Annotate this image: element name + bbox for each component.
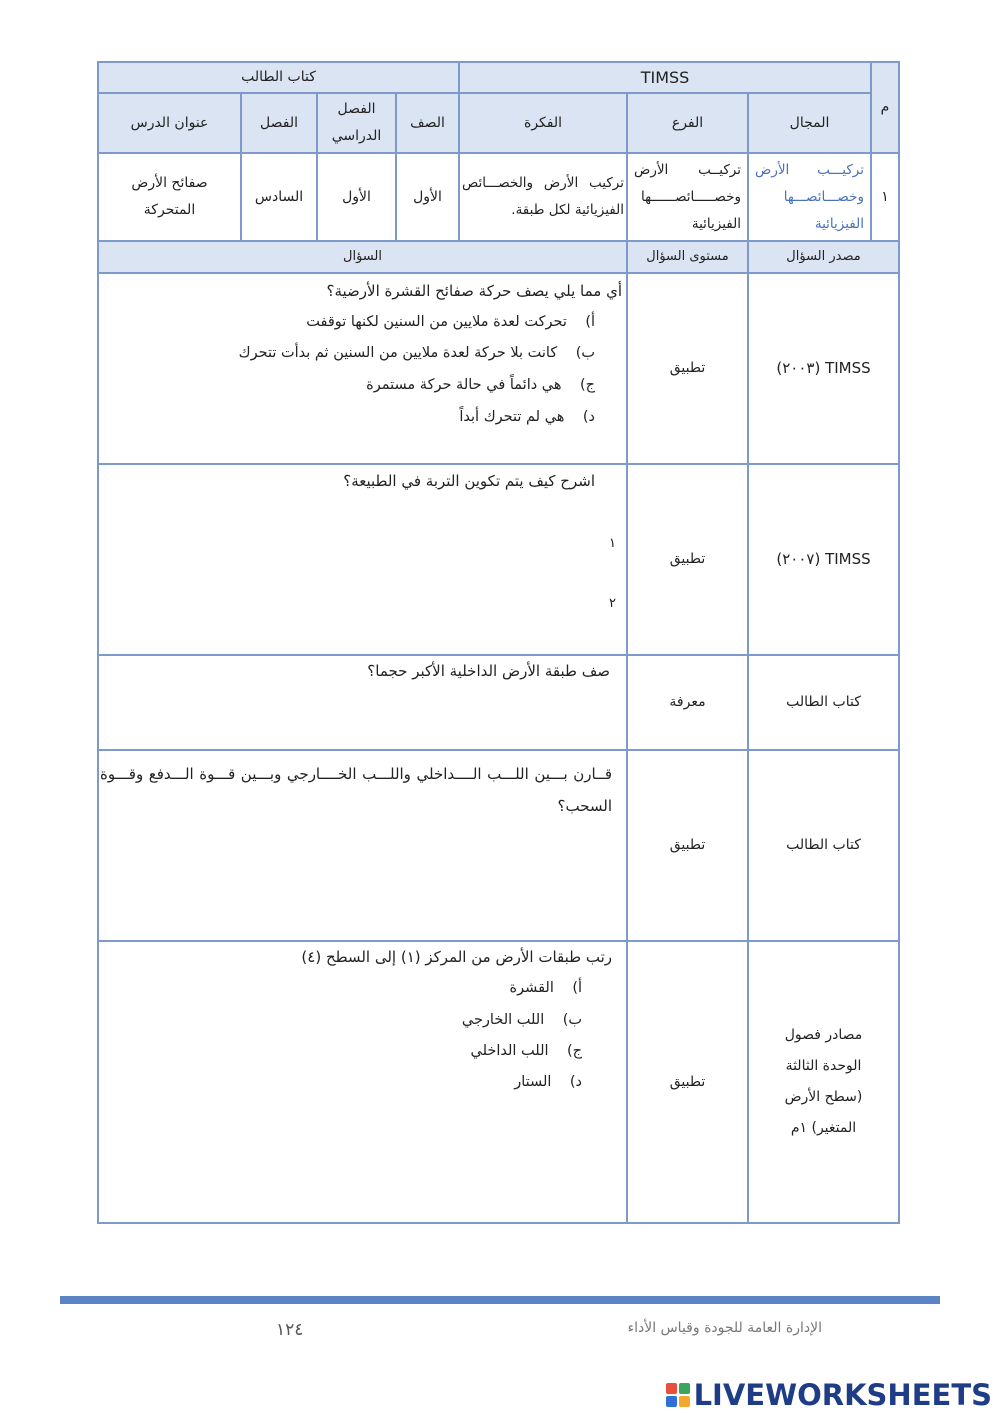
option-marker: ج) bbox=[579, 377, 595, 393]
branch-cell: تركيــب الأرض وخصـــــائصــــــها الفيزيائية bbox=[626, 152, 749, 242]
lesson-title-header: عنوان الدرس bbox=[97, 92, 242, 154]
option-text: الستار bbox=[514, 1074, 552, 1090]
option-text: اللب الداخلي bbox=[470, 1043, 549, 1059]
question-5-source: مصادر فصول الوحدة الثالثة (سطح الأرض المتغير) ١م bbox=[747, 940, 900, 1224]
question-3-level: معرفة bbox=[626, 654, 749, 751]
option-marker: ب) bbox=[575, 345, 595, 361]
option-marker: أ) bbox=[572, 980, 582, 996]
option-text: اللب الخارجي bbox=[461, 1012, 545, 1028]
option-text: تحركت لعدة ملايين من السنين لكنها توقفت bbox=[306, 314, 567, 330]
level-column-header: مستوى السؤال bbox=[626, 240, 749, 274]
domain-header: المجال bbox=[747, 92, 872, 154]
semester-header: الفصل الدراسي bbox=[316, 92, 397, 154]
logo-text: LIVEWORKSHEETS bbox=[693, 1378, 992, 1412]
option-text: كانت بلا حركة لعدة ملايين من السنين ثم بدأت تتحرك bbox=[238, 345, 558, 361]
question-1-option-d bbox=[459, 409, 595, 425]
idea-cell: تركيب الأرض والخصـــائص الفيزيائية لكل طبقة. bbox=[458, 152, 628, 242]
timss-header: TIMSS bbox=[458, 61, 872, 94]
question-2-level: تطبيق bbox=[626, 463, 749, 656]
grade-header: الصف bbox=[395, 92, 460, 154]
domain-cell: تركيـــب الأرض وخصـــائصـــها الفيزيائية bbox=[747, 152, 872, 242]
question-1-option-a bbox=[306, 314, 595, 330]
option-text: القشرة bbox=[509, 980, 554, 996]
row-number-cell: ١ bbox=[870, 152, 900, 242]
semester-cell: الأول bbox=[316, 152, 397, 242]
option-marker: ج) bbox=[566, 1043, 582, 1059]
option-text: هي لم تتحرك أبداً bbox=[459, 409, 565, 425]
idea-header: الفكرة bbox=[458, 92, 628, 154]
lesson-title-cell: صفائح الأرض المتحركة bbox=[97, 152, 242, 242]
question-4-text: قــارن بـــين اللـــب الــــداخلي واللـــب الخــــارجي وبـــين قـــوة الـــدفع وقـــوة السحب؟ bbox=[100, 765, 612, 815]
page-number: ١٢٤ bbox=[276, 1320, 304, 1340]
question-5-option-d bbox=[514, 1074, 582, 1090]
question-2-line-2: ٢ bbox=[609, 596, 616, 611]
option-marker: د) bbox=[582, 409, 595, 425]
question-2-cell bbox=[97, 463, 628, 656]
question-5-text: رتب طبقات الأرض من المركز (١) إلى السطح (٤) bbox=[301, 948, 612, 966]
chapter-header: الفصل bbox=[240, 92, 318, 154]
question-1-level: تطبيق bbox=[626, 272, 749, 465]
department-name: الإدارة العامة للجودة وقياس الأداء bbox=[627, 1320, 822, 1336]
question-1-cell bbox=[97, 272, 628, 465]
source-column-header: مصدر السؤال bbox=[747, 240, 900, 274]
option-marker: د) bbox=[569, 1074, 582, 1090]
branch-header: الفرع bbox=[626, 92, 749, 154]
student-book-header: كتاب الطالب bbox=[97, 61, 460, 94]
question-5-option-c bbox=[471, 1043, 583, 1059]
grade-cell: الأول bbox=[395, 152, 460, 242]
footer-divider bbox=[60, 1296, 940, 1304]
question-1-text: أي مما يلي يصف حركة صفائح القشرة الأرضية؟ bbox=[326, 282, 622, 300]
question-1-option-b bbox=[239, 345, 595, 361]
number-column-header: م bbox=[870, 61, 900, 154]
question-5-option-a bbox=[510, 980, 582, 996]
question-3-source: كتاب الطالب bbox=[747, 654, 900, 751]
question-5-option-b bbox=[462, 1012, 582, 1028]
option-text: هي دائماً في حالة حركة مستمرة bbox=[366, 377, 562, 393]
question-1-source: TIMSS (٢٠٠٣) bbox=[747, 272, 900, 465]
question-4-source: كتاب الطالب bbox=[747, 749, 900, 942]
question-1-option-c bbox=[366, 377, 595, 393]
chapter-cell: السادس bbox=[240, 152, 318, 242]
question-4-level: تطبيق bbox=[626, 749, 749, 942]
option-marker: ب) bbox=[562, 1012, 582, 1028]
question-3-text: صف طبقة الأرض الداخلية الأكبر حجما؟ bbox=[367, 662, 610, 680]
question-5-level: تطبيق bbox=[626, 940, 749, 1224]
question-2-line-1: ١ bbox=[609, 536, 616, 551]
option-marker: أ) bbox=[585, 314, 595, 330]
question-2-text: اشرح كيف يتم تكوين التربة في الطبيعة؟ bbox=[343, 472, 595, 490]
question-2-source: TIMSS (٢٠٠٧) bbox=[747, 463, 900, 656]
liveworksheets-logo bbox=[666, 1378, 992, 1412]
logo-squares-icon bbox=[666, 1383, 690, 1407]
question-column-header: السؤال bbox=[97, 240, 628, 274]
